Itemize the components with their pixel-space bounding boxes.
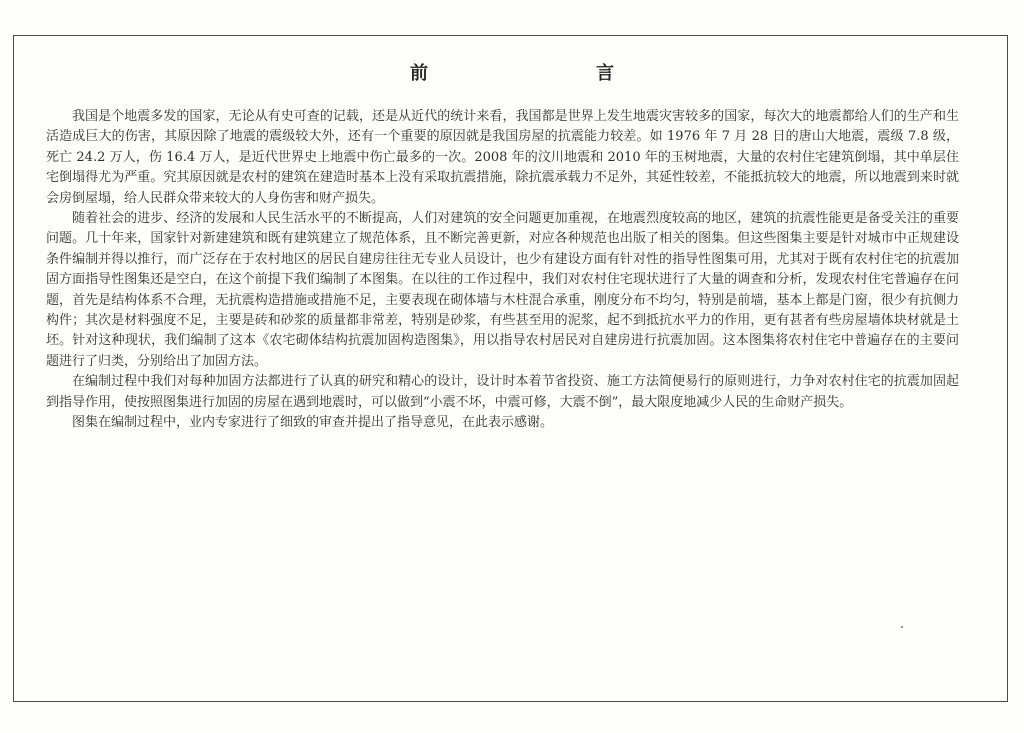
- paragraph-4: 图集在编制过程中，业内专家进行了细致的审查并提出了指导意见，在此表示感谢。: [72, 415, 554, 431]
- preface-body: [46, 107, 959, 434]
- page-title: 前 言: [410, 63, 658, 84]
- paragraph-2: 随着社会的进步、经济的发展和人民生活水平的不断提高，人们对建筑的安全问题更加重视，在地震烈度较高的地区，建筑的抗震性能更是备受关注的重要问题。几十年来，国家针对新建建筑和既有建筑建立了规范体系，且不断完善更新，对应各种规范也出版了相关的图集。但这些图集主要是针对城市中正规建设条件编制并得以推行，而广泛存在于农村地区的居民自建房往往无专业人员设计，也少有建设方面有针对性的指导性图集可用，尤其对于既有农村住宅的抗震加固方面指导性图集还是空白，在这个前提下我们编制了本图集。在以往的工作过程中，我们对农村住宅现状进行了大量的调查和分析，发现农村住宅普遍存在问题，首先是结构体系不合理，无抗震构造措施或措施不足，主要表现在砌体墙与木柱混合承重，刚度分布不均匀，特别是前墙，基本上都是门窗，很少有抗侧力构件；其次是材料强度不足，主要是砖和砂浆的质量都非常差，特别是砂浆，有些甚至用的泥浆，起不到抵抗水平力的作用，更有甚者有些房屋墙体块材就是土坯。针对这种现状，我们编制了这本《农宅砌体结构抗震加固构造图集》，用以指导农村居民对自建房进行抗震加固。这本图集将农村住宅中普遍存在的主要问题进行了归类，分别给出了加固方法。: [46, 211, 959, 369]
- scan-speck: [901, 626, 903, 628]
- paragraph-3: 在编制过程中我们对每种加固方法都进行了认真的研究和精心的设计，设计时本着节省投资、施工方法简便易行的原则进行，力争对农村住宅的抗震加固起到指导作用，使按照图集进行加固的房屋在遇到地震时，可以做到“小震不坏，中震可修，大震不倒”，最大限度地减少人民的生命财产损失。: [46, 374, 959, 410]
- paragraph-1: 我国是个地震多发的国家，无论从有史可查的记载，还是从近代的统计来看，我国都是世界上发生地震灾害较多的国家，每次大的地震都给人们的生产和生活造成巨大的伤害，其原因除了地震的震级较大外，还有一个重要的原因就是我国房屋的抗震能力较差。如 1976 年 7 月 28 日的唐山大地震，震级 7.8 级，死亡 24.2 万人，伤 16.4 万人，是近代世界史上地震中伤亡最多的一次。2008 年的汶川地震和 2010 年的玉树地震，大量的农村住宅建筑倒塌，其中单层住宅倒塌得尤为严重。究其原因就是农村的建筑在建造时基本上没有采取抗震措施，除抗震承载力不足外，其延性较差，不能抵抗较大的地震，所以地震到来时就会房倒屋塌，给人民群众带来较大的人身伤害和财产损失。: [46, 109, 959, 206]
